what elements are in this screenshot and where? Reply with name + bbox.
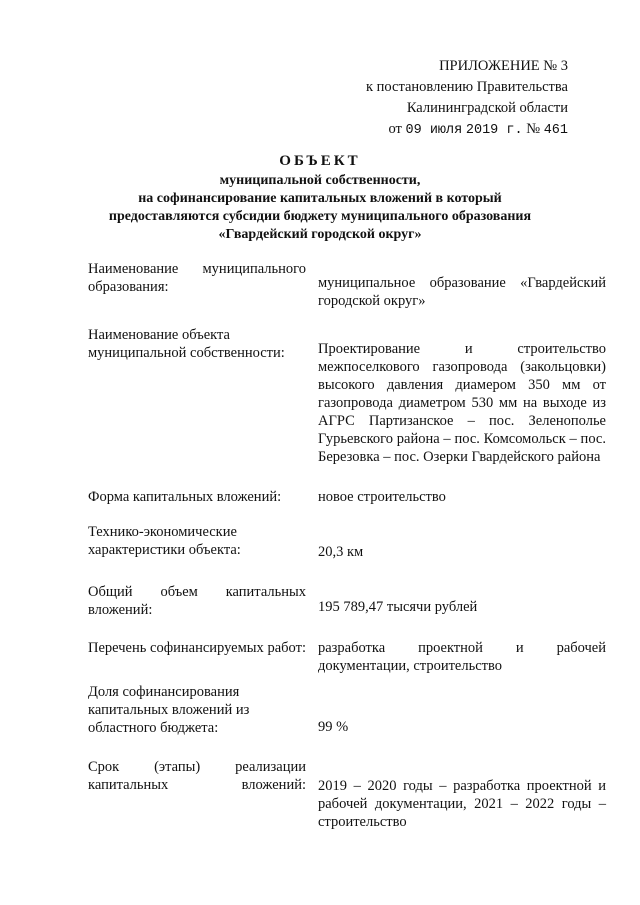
- field-cofinancing-share: [88, 683, 606, 737]
- appendix-header: [328, 56, 568, 141]
- field-label: Технико-экономические характеристики объекта:: [88, 524, 241, 558]
- field-label: Наименование объекта муниципальной собственности:: [88, 327, 285, 361]
- object-fields: [88, 260, 606, 831]
- title-line-2: на софинансирование капитальных вложений в который: [138, 191, 502, 206]
- title-line-1: муниципальной собственности,: [219, 173, 421, 188]
- date-prefix: от: [388, 121, 402, 137]
- field-value: 99 %: [318, 719, 349, 735]
- field-investment-form: [88, 488, 606, 506]
- title-main: ОБЪЕКТ: [279, 153, 361, 169]
- field-municipality: [88, 260, 606, 310]
- resolution-year: 2019 г.: [465, 123, 523, 138]
- field-value: 2019 – 2020 годы – разработка проектной и рабочей документации, 2021 – 2022 годы – строительство: [318, 778, 606, 830]
- field-label: Общий объем капитальных вложений:: [88, 584, 306, 618]
- document-title: [60, 152, 580, 244]
- title-line-4: «Гвардейский городской округ»: [218, 227, 422, 242]
- field-label: Срок (этапы) реализации капитальных вложений:: [88, 759, 306, 793]
- resolution-number: 461: [543, 123, 568, 138]
- appendix-line-2: Калининградской области: [406, 100, 568, 116]
- title-line-3: предоставляются субсидии бюджету муниципального образования: [108, 209, 532, 224]
- field-label: Форма капитальных вложений:: [88, 489, 282, 505]
- field-value: 195 789,47 тысячи рублей: [318, 599, 478, 615]
- field-object-name: [88, 326, 606, 466]
- field-value: разработка проектной и рабочей документации, строительство: [318, 640, 606, 674]
- resolution-date: 09 июля: [405, 123, 463, 138]
- field-label: Перечень софинансируемых работ:: [88, 640, 306, 656]
- field-label: Доля софинансирования капитальных вложений из областного бюджета:: [88, 684, 250, 736]
- appendix-date-line: [328, 119, 568, 141]
- number-prefix: №: [526, 121, 541, 137]
- appendix-title: ПРИЛОЖЕНИЕ № 3: [439, 58, 568, 74]
- field-works-list: [88, 639, 606, 675]
- field-value: муниципальное образование «Гвардейский городской округ»: [318, 275, 606, 309]
- field-value: Проектирование и строительство межпоселкового газопровода (закольцовки) высокого давления диамером 350 мм от газопровода диаметром 530 мм на выходе из АГРС Партизанское – пос. Зеленополье Гурьевского района – пос. Комсомольск – пос. Березовка – пос. Озерки Гвардейского района: [318, 341, 606, 465]
- field-total-volume: [88, 583, 606, 619]
- field-label: Наименование муниципального образования:: [88, 261, 306, 295]
- field-value: 20,3 км: [318, 544, 364, 560]
- field-characteristics: [88, 523, 606, 561]
- field-value: новое строительство: [318, 489, 446, 505]
- field-implementation-period: [88, 758, 606, 831]
- appendix-line-1: к постановлению Правительства: [366, 79, 568, 95]
